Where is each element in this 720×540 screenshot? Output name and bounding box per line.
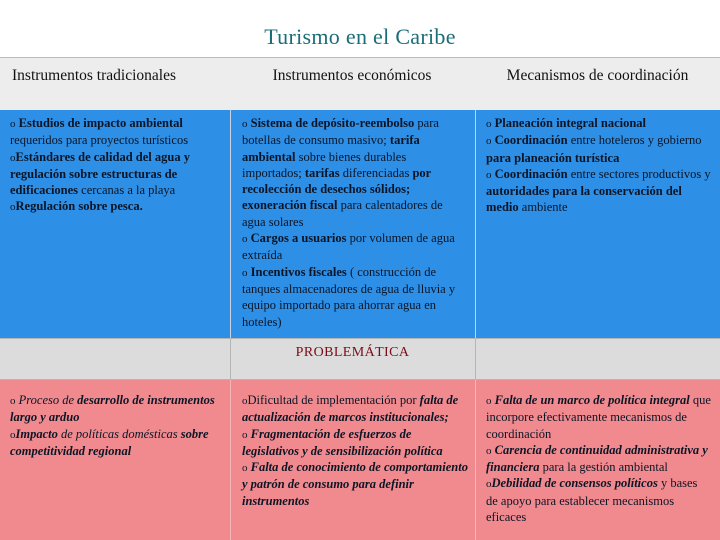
item-emphasis: Estudios de impacto ambiental [18,116,183,130]
list-item [242,115,468,230]
item-emphasis: para planeación turística [486,150,620,165]
bullet-marker: o [486,118,492,130]
item-emphasis: Sistema de depósito-reembolso [250,116,415,130]
list-item [10,426,222,460]
item-emphasis: Cargos a usuarios [250,231,347,246]
bullet-marker: o [486,168,492,181]
bullet-marker: o [486,135,492,148]
header-coordination-mechanisms: Mecanismos de coordinación [506,67,689,84]
column-divider [475,110,476,338]
header-economic-instruments: Instrumentos económicos [272,67,432,84]
bullet-marker: o [10,201,16,214]
bullet-marker: o [486,478,492,491]
list-item [486,166,712,216]
item-text: que incorpore efectivamente mecanismos de coordinación [486,393,711,441]
item-text: sobre bienes durables importados; [242,149,407,180]
bullet-marker: o [486,444,492,457]
item-emphasis: sobre competitividad regional [10,426,209,458]
item-text: y bases de apoyo para establecer mecanismos eficaces [486,476,698,525]
list-item [486,442,712,476]
coordination-problems-cell [486,392,712,525]
bullet-marker: o [242,266,248,279]
list-item [10,392,222,426]
traditional-problems-cell [10,392,222,459]
item-text: para la gestión ambiental [539,460,668,475]
list-item [486,115,712,132]
item-emphasis: Carencia de continuidad administrativa y financiera [486,442,708,475]
item-emphasis: autoridades para la conservación del medio [486,184,682,215]
item-emphasis: Impacto [15,426,58,441]
list-item [486,132,712,166]
item-emphasis: desarrollo de instrumentos largo y arduo [10,393,215,425]
item-emphasis: Falta de conocimiento de comportamiento y patrón de consumo para definir instrumentos [242,460,468,508]
item-emphasis: Planeación integral nacional [494,116,647,130]
item-emphasis: Falta de un marco de política integral [494,393,690,407]
bullet-marker: o [10,428,16,441]
bullet-marker: o [242,233,248,246]
item-emphasis: Estándares de calidad del agua y regulación sobre estructuras de edificaciones [10,149,190,198]
list-item [486,392,712,442]
column-divider [230,110,231,338]
item-text: cercanas a la playa [78,183,176,198]
item-text: por volumen de agua extraída [242,231,455,263]
item-emphasis: falta de actualización de marcos institucionales; [242,393,459,425]
item-emphasis: Regulación sobre pesca. [15,199,143,214]
slide-title: Turismo en el Caribe [264,24,456,49]
bullet-marker: o [10,395,16,407]
item-text: ( construcción de tanques almacenadores de agua de lluvia y equipo importado para ahorrar agua en hoteles) [242,264,456,329]
column-divider [475,380,476,540]
item-text: entre hoteleros y gobierno [567,133,702,148]
list-item [242,392,468,426]
item-text: ambiente [518,200,568,215]
item-text: Dificultad de implementación por [247,393,420,407]
item-text: para botellas de consumo masivo; [242,116,439,148]
item-emphasis: tarifa ambiental [242,133,420,164]
item-emphasis: Debilidad de consensos políticos [491,476,658,491]
bullet-marker: o [242,395,248,407]
bullet-marker: o [242,118,248,130]
item-text: entre sectores productivos y [567,166,711,181]
coordination-mechanisms-cell [486,115,712,216]
item-text: de políticas domésticas [57,426,181,441]
bullet-marker: o [242,428,248,441]
header-traditional-instruments: Instrumentos tradicionales [12,67,176,84]
item-emphasis: Fragmentación de esfuerzos de legislativos y de sensibilización política [242,426,443,458]
list-item [10,198,222,215]
bullet-marker: o [486,395,492,407]
column-divider [230,380,231,540]
item-text: para calentadores de agua solares [242,198,443,229]
item-emphasis: Coordinación [494,166,568,181]
list-item [242,264,468,330]
item-text: requeridos para proyectos turísticos [10,133,189,148]
bullet-marker: o [10,118,16,130]
item-emphasis: por recolección de desechos sólidos; exoneración fiscal [242,165,431,213]
economic-problems-cell [242,392,468,509]
list-item [10,115,222,149]
economic-instruments-cell [242,115,468,330]
list-item [242,426,468,460]
item-emphasis: tarifas [304,165,340,180]
item-emphasis: Incentivos fiscales [250,264,347,279]
item-text: diferenciadas [339,165,413,180]
list-item [486,475,712,525]
list-item [242,459,468,509]
list-item [10,149,222,199]
column-divider [475,338,476,380]
traditional-instruments-cell [10,115,222,216]
list-item [242,230,468,264]
table-header-row [0,57,720,112]
item-text: Proceso de [18,393,78,407]
bullet-marker: o [242,462,248,475]
problem-label: PROBLEMÁTICA [295,345,410,360]
bullet-marker: o [10,151,16,164]
item-emphasis: Coordinación [494,133,568,148]
